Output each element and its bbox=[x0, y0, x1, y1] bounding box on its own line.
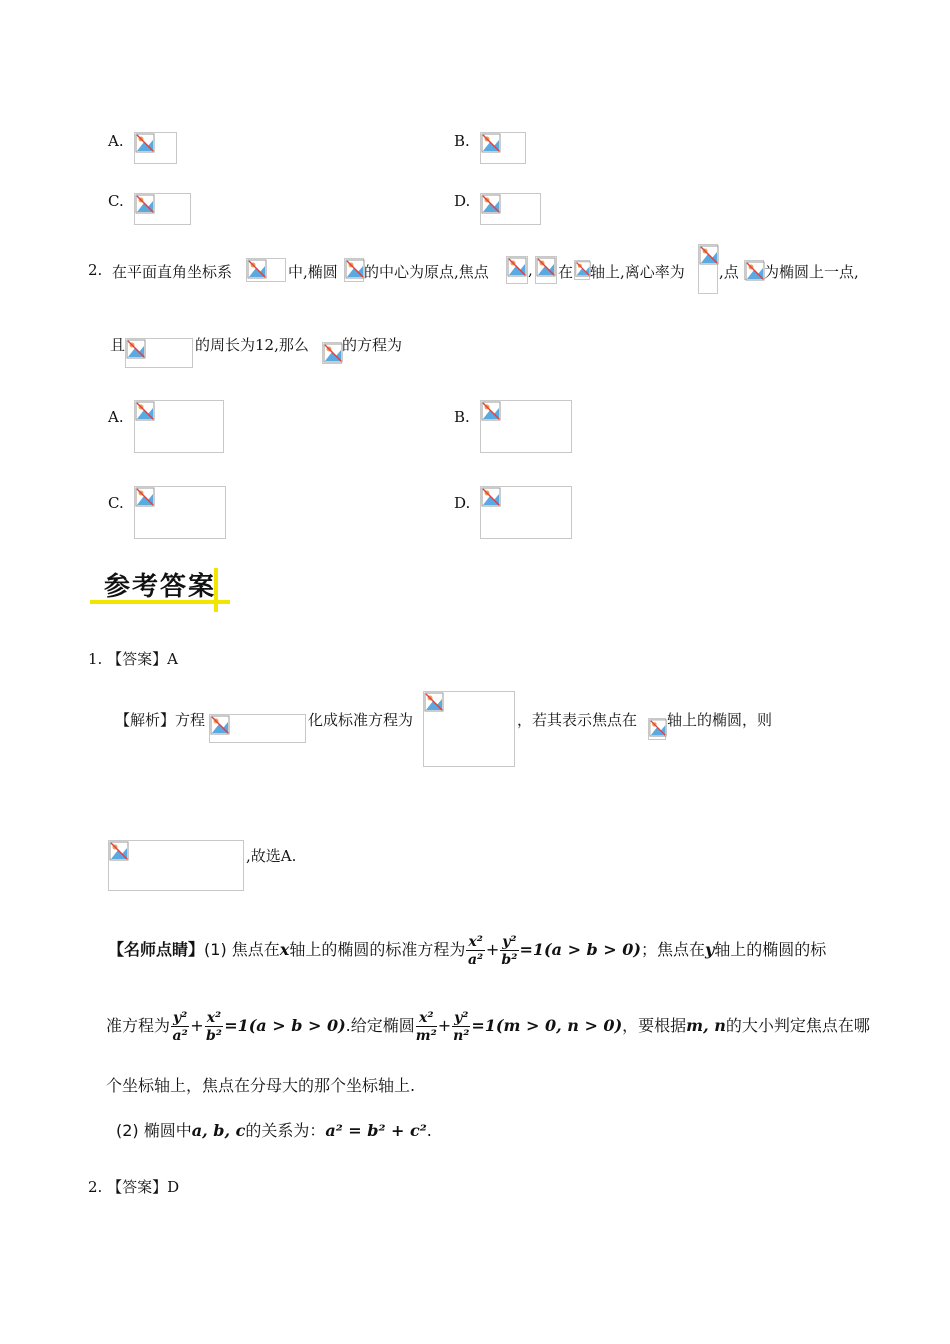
broken-image-icon bbox=[699, 245, 719, 265]
q2-inline-image-7 bbox=[744, 260, 764, 280]
q1-option-c-label: C. bbox=[108, 192, 124, 210]
tip-p4-b: 的关系为： bbox=[245, 1121, 326, 1140]
q2-inline-image-8 bbox=[125, 338, 193, 368]
q2-inline-image-5 bbox=[574, 260, 590, 280]
heading-text: 参考答案 bbox=[104, 572, 217, 602]
tip-p4-c: . bbox=[426, 1121, 432, 1140]
tip-p1-y: y bbox=[705, 940, 715, 959]
answer-1-analysis-rest: ，若其表示焦点在 bbox=[517, 711, 638, 729]
broken-image-icon bbox=[323, 343, 343, 363]
tip-p2-a: 准方程为 bbox=[106, 1016, 171, 1035]
broken-image-icon bbox=[210, 715, 230, 735]
answer-1-analysis-mid: 化成标准方程为 bbox=[308, 711, 414, 729]
q2-text-2: 中,椭圆 bbox=[288, 263, 338, 281]
broken-image-icon bbox=[135, 133, 155, 153]
q2-text-10: 的周长为12,那么 bbox=[195, 336, 309, 354]
q2-inline-image-3 bbox=[506, 256, 528, 284]
broken-image-icon bbox=[126, 339, 146, 359]
q2-option-d-image bbox=[480, 486, 572, 539]
broken-image-icon bbox=[345, 259, 365, 279]
q2-text-4: , bbox=[528, 261, 533, 279]
broken-image-icon bbox=[481, 133, 501, 153]
q2-inline-image-9 bbox=[322, 342, 342, 364]
tip-p1-d: 轴上的椭圆的标 bbox=[714, 940, 827, 959]
tip-title: 【名师点睛】 bbox=[108, 940, 205, 959]
broken-image-icon bbox=[507, 257, 527, 277]
broken-image-icon bbox=[424, 692, 444, 712]
tip-fraction-y2-a2: $\frac{\text{y²}}{\text{a²}}$ bbox=[172, 1009, 188, 1044]
tip-p1-x: x bbox=[279, 940, 290, 959]
reference-answer-heading bbox=[90, 560, 232, 612]
answer-1-conclusion: ,故选A. bbox=[246, 847, 297, 865]
tip-p2-mn: m, n bbox=[686, 1016, 726, 1035]
q2-text-1: 在平面直角坐标系 bbox=[112, 263, 233, 281]
q1-option-d-label: D. bbox=[454, 192, 471, 210]
tip-p4-abc: a, b, c bbox=[191, 1121, 246, 1140]
q2-number: 2. bbox=[88, 261, 103, 279]
tip-p1-condition: =1(a > b > 0) bbox=[519, 940, 641, 959]
answer-1-inline-image-4 bbox=[108, 840, 244, 891]
tip-fraction-x2-b2: $\frac{\text{x²}}{\text{b²}}$ bbox=[205, 1009, 222, 1044]
q2-option-c-image bbox=[134, 486, 226, 539]
q1-option-d-image bbox=[480, 193, 541, 225]
broken-image-icon bbox=[135, 401, 155, 421]
q1-option-a-label: A. bbox=[108, 132, 124, 150]
answer-1-analysis-end: 轴上的椭圆，则 bbox=[667, 711, 773, 729]
broken-image-icon bbox=[575, 261, 591, 277]
broken-image-icon bbox=[481, 401, 501, 421]
q2-text-3: 的中心为原点,焦点 bbox=[364, 263, 489, 281]
q2-text-9: 且 bbox=[110, 336, 126, 354]
tip-p2-condition-2: =1(m > 0, n > 0) bbox=[471, 1016, 623, 1035]
tip-p1-b: 轴上的椭圆的标准方程为 bbox=[289, 940, 466, 959]
q2-text-5: 在 bbox=[558, 263, 574, 281]
tip-fraction-x2-a2: $\frac{\text{x²}}{\text{a²}}$ bbox=[467, 933, 484, 968]
broken-image-icon bbox=[135, 487, 155, 507]
tip-line-4 bbox=[116, 1118, 432, 1141]
q2-inline-image-2 bbox=[344, 258, 364, 282]
tip-p4-equation: a² = b² + c² bbox=[325, 1121, 427, 1140]
answer-1-inline-image-2 bbox=[423, 691, 515, 767]
tip-line-1: 【名师点睛】(1) 焦点在x轴上的椭圆的标准方程为 $\frac{\text{x²}}{\text{a²}}$ + $\frac{\text{y²}}{\text{b²}}$ =1(a > b > 0)；焦点在y轴上的椭圆的标 bbox=[108, 933, 827, 968]
broken-image-icon bbox=[247, 259, 267, 279]
answer-2-label: 2. 【答案】D bbox=[88, 1178, 180, 1196]
q1-option-b-label: B. bbox=[454, 132, 470, 150]
broken-image-icon bbox=[536, 257, 556, 277]
broken-image-icon bbox=[481, 487, 501, 507]
q2-inline-image-6 bbox=[698, 244, 718, 294]
tip-fraction-y2-b2: $\frac{\text{y²}}{\text{b²}}$ bbox=[501, 933, 518, 968]
tip-p1-c: ；焦点在 bbox=[640, 940, 705, 959]
q1-option-c-image bbox=[134, 193, 191, 225]
tip-line-2: 准方程为 $\frac{\text{y²}}{\text{a²}}$ + $\frac{\text{x²}}{\text{b²}}$ =1(a > b > 0).给定椭圆 $\frac{\text{x²}}{\text{m²}}$ + $\frac{\text{y²}}{\text{n²}}$ =1(m > 0, n > 0)，要根据m, n的大小判定焦点在哪 bbox=[106, 1009, 870, 1044]
tip-fraction-y2-n2: $\frac{\text{y²}}{\text{n²}}$ bbox=[453, 1009, 470, 1044]
broken-image-icon bbox=[745, 261, 765, 281]
answer-1-label: 1. 【答案】A bbox=[88, 650, 178, 668]
broken-image-icon bbox=[135, 194, 155, 214]
q2-text-11: 的方程为 bbox=[342, 336, 403, 354]
q1-option-a-image bbox=[134, 132, 177, 164]
q2-text-7: ,点 bbox=[719, 263, 739, 281]
tip-line-3: 个坐标轴上，焦点在分母大的那个坐标轴上. bbox=[106, 1076, 416, 1095]
q2-option-b-label: B. bbox=[454, 408, 470, 426]
q2-text-6: 轴上,离心率为 bbox=[590, 263, 685, 281]
tip-p1-a: (1) 焦点在 bbox=[204, 940, 280, 959]
tip-p2-c: ，要根据 bbox=[622, 1016, 687, 1035]
answer-1-inline-image-3 bbox=[648, 718, 666, 740]
tip-p2-condition: =1(a > b > 0) bbox=[224, 1016, 346, 1035]
q2-option-c-label: C. bbox=[108, 494, 124, 512]
tip-p2-b: .给定椭圆 bbox=[345, 1016, 415, 1035]
tip-p2-d: 的大小判定焦点在哪 bbox=[725, 1016, 870, 1035]
q2-inline-image-1 bbox=[246, 258, 286, 282]
answer-1-analysis-prefix: 【解析】方程 bbox=[115, 711, 206, 729]
broken-image-icon bbox=[481, 194, 501, 214]
q2-option-a-image bbox=[134, 400, 224, 453]
q2-text-8: 为椭圆上一点, bbox=[764, 263, 859, 281]
broken-image-icon bbox=[649, 719, 667, 737]
tip-fraction-x2-m2: $\frac{\text{x²}}{\text{m²}}$ bbox=[415, 1009, 437, 1044]
q2-option-a-label: A. bbox=[108, 408, 124, 426]
tip-p4-a: (2) 椭圆中 bbox=[116, 1121, 192, 1140]
answer-1-inline-image-1 bbox=[209, 714, 306, 743]
q2-option-b-image bbox=[480, 400, 572, 453]
q1-option-b-image bbox=[480, 132, 526, 164]
q2-inline-image-4 bbox=[535, 256, 557, 284]
broken-image-icon bbox=[109, 841, 129, 861]
q2-option-d-label: D. bbox=[454, 494, 471, 512]
